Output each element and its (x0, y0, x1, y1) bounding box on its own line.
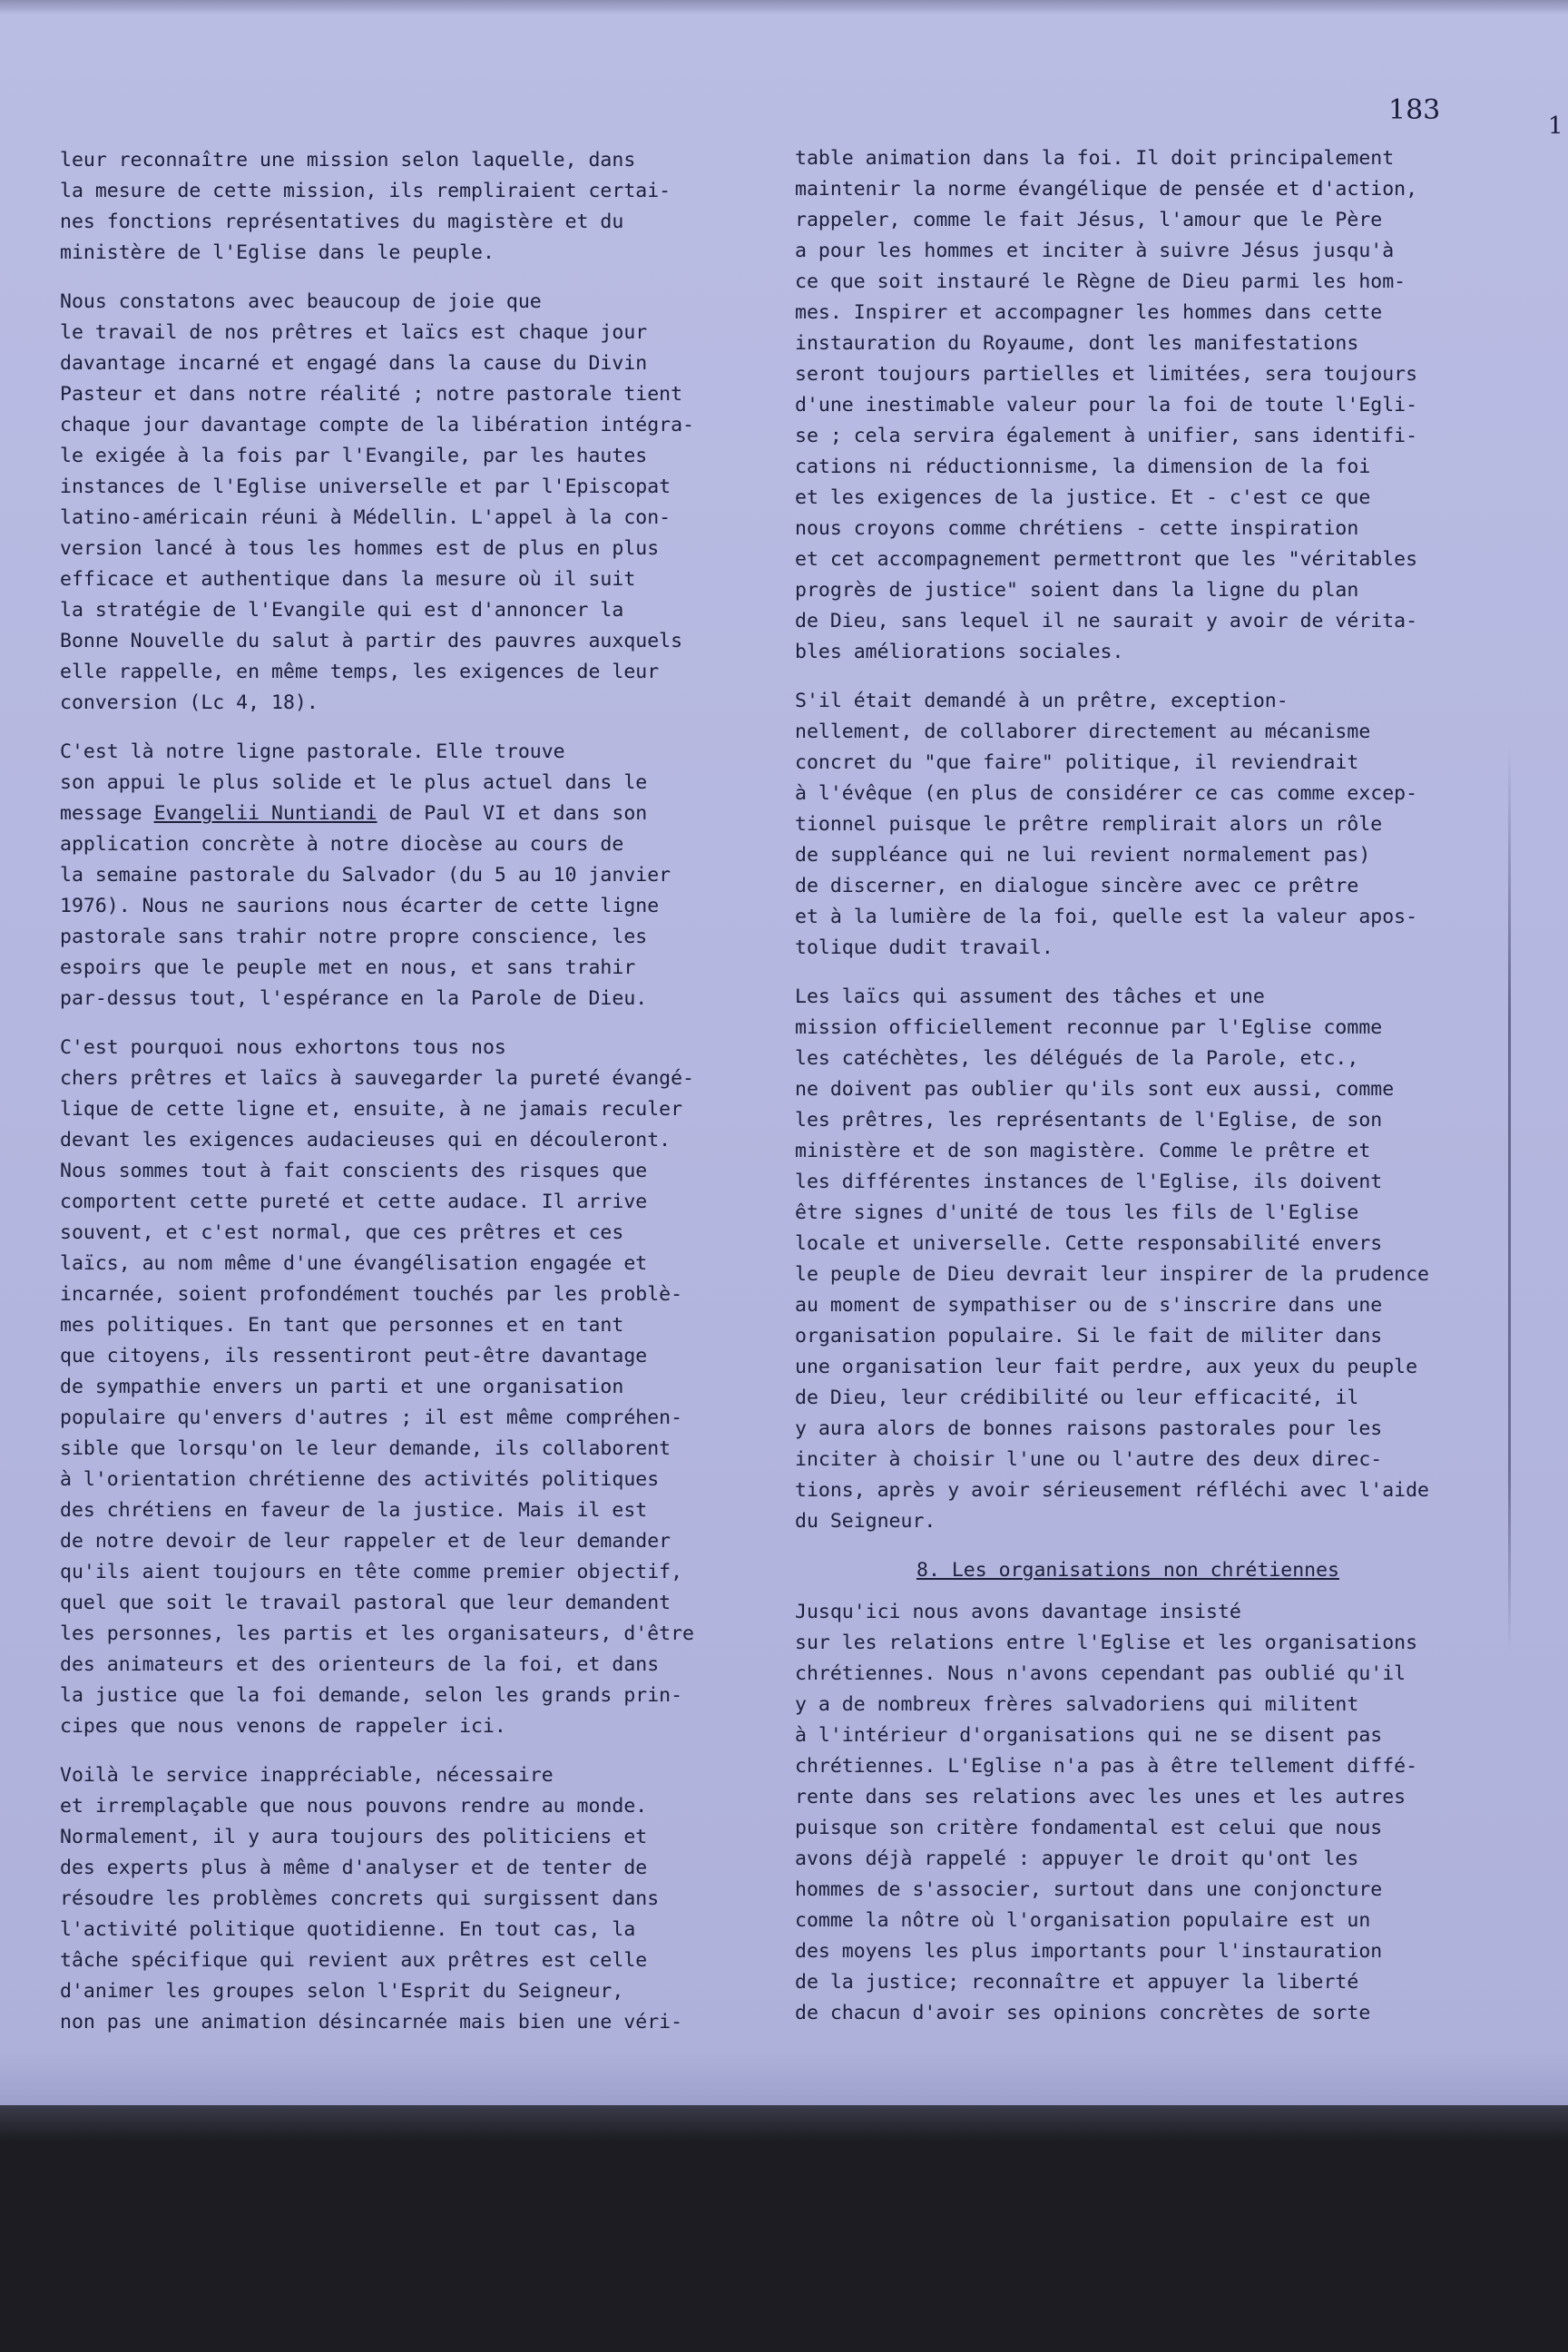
top-shadow (0, 0, 1568, 15)
paragraph: Les laïcs qui assument des tâches et une mission officiellement reconnue par l'Eglise comme les catéchètes, les délégués de la Parole, etc., ne doivent pas oublier qu'ils sont eux aussi, comme les prêtres, les représentants de l'Eglise, de son ministère et de son magistère. Comme le prêtre et les différentes instances de l'Eglise, ils doivent être signes d'unité de tous les fils de l'Eglise locale et universelle. Cette responsabilité envers le peuple de Dieu devrait leur inspirer de la prudence au moment de sympathiser ou de s'inscrire dans une organisation populaire. Si le fait de militer dans une organisation leur fait perdre, aux yeux du peuple de Dieu, leur crédibilité ou leur efficacité, il y aura alors de bonnes raisons pastorales pour les inciter à choisir l'une ou l'autre des deux direc- tions, après y avoir sérieusement réfléchi avec l'aide du Seigneur. (795, 985, 1429, 1533)
paragraph: table animation dans la foi. Il doit principalement maintenir la norme évangélique de pensée et d'action, rappeler, comme le fait Jésus, l'amour que le Père a pour les hommes et inciter à suivre Jésus jusqu'à ce que soit instauré le Règne de Dieu parmi les hom- mes. Inspirer et accompagner les hommes dans cette instauration du Royaume, dont les manifestations seront toujours partielles et limitées, sera toujours d'une inestimable valeur pour la foi de toute l'Egli- se ; cela servira également à unifier, sans identifi- cations ni réductionnisme, la dimension de la foi et les exigences de la justice. Et - c'est ce que nous croyons comme chrétiens - cette inspiration et cet accompagnement permettront que les "véritables progrès de justice" soient dans la ligne du plan de Dieu, sans lequel il ne saurait y avoir de vérita- bles améliorations sociales. (795, 147, 1418, 663)
section-heading: 8. Les organisations non chrétiennes (916, 1559, 1339, 1582)
paragraph: Jusqu'ici nous avons davantage insisté sur les relations entre l'Eglise et les organisations chrétiennes. Nous n'avons cependant pas oublié qu'il y a de nombreux frères salvadoriens qui militent à l'intérieur d'organisations qui ne se disent pas chrétiennes. L'Eglise n'a pas à être tellement diffé- rente dans ses relations avec les unes et les autres puisque son critère fondamental est celui que nous avons déjà rappelé : appuyer le droit qu'ont les hommes de s'associer, surtout dans une conjoncture comme la nôtre où l'organisation populaire est un des moyens les plus importants pour l'instauration de la justice; reconnaître et appuyer la liberté de chacun d'avoir ses opinions concrètes de sorte (795, 1601, 1418, 2024)
left-column (60, 145, 746, 2056)
document-title-underlined: Evangelii Nuntiandi (153, 802, 377, 825)
paragraph-text: de Paul VI et dans son application concrète à notre diocèse au cours de la semaine pastorale du Salvador (du 5 au 10 janvier 1976). Nous ne saurions nous écarter de cette ligne pastorale sans trahir notre propre conscience, les espoirs que le peuple met en nous, et sans trahir par-dessus tout, l'espérance en la Parole de Dieu. (60, 802, 671, 1010)
paragraph: Nous constatons avec beaucoup de joie que le travail de nos prêtres et laïcs est chaque jour davantage incarné et engagé dans la cause du Divin Pasteur et dans notre réalité ; notre pastorale tient chaque jour davantage compte de la libération intégra- le exigée à la fois par l'Evangile, par les hautes instances de l'Eglise universelle et par l'Episcopat latino-américain réuni à Médellin. L'appel à la con- version lancé à tous les hommes est de plus en plus efficace et authentique dans la mesure où il suit la stratégie de l'Evangile qui est d'annoncer la Bonne Nouvelle du salut à partir des pauvres auxquels elle rappelle, en même temps, les exigences de leur conversion (Lc 4, 18). (60, 290, 694, 714)
paragraph: S'il était demandé à un prêtre, exception- nellement, de collaborer directement au mécanisme concret du "que faire" politique, il reviendrait à l'évêque (en plus de considérer ce cas comme excep- tionnel puisque le prêtre remplirait alors un rôle de suppléance qui ne lui revient normalement pas) de discerner, en dialogue sincère avec ce prêtre et à la lumière de la foi, quelle est la valeur apos- tolique dudit travail. (795, 690, 1418, 959)
paragraph-text: C'est là notre ligne pastorale. Elle trouve son appui le plus solide et le plus actuel dans le message (60, 740, 648, 825)
paragraph: leur reconnaître une mission selon laquelle, dans la mesure de cette mission, ils rempliraient certai- nes fonctions représentatives du magistère et du ministère de l'Eglise dans le peuple. (60, 149, 671, 264)
margin-rule (1508, 744, 1511, 1651)
right-column (795, 143, 1459, 2047)
paragraph (60, 737, 746, 1014)
page-bottom-edge (0, 2105, 1568, 2141)
paragraph: Voilà le service inappréciable, nécessaire et irremplaçable que nous pouvons rendre au monde. Normalement, il y aura toujours des politiciens et des experts plus à même d'analyser et de tenter de résoudre les problèmes concrets qui surgissent dans l'activité politique quotidienne. En tout cas, la tâche spécifique qui revient aux prêtres est celle d'animer les groupes selon l'Esprit du Seigneur, non pas une animation désincarnée mais bien une véri- (60, 1764, 683, 2034)
paragraph: C'est pourquoi nous exhortons tous nos chers prêtres et laïcs à sauvegarder la pureté évangé- lique de cette ligne et, ensuite, à ne jamais reculer devant les exigences audacieuses qui en découleront. Nous sommes tout à fait conscients des risques que comportent cette pureté et cette audace. Il arrive souvent, et c'est normal, que ces prêtres et ces laïcs, au nom même d'une évangélisation engagée et incarnée, soient profondément touchés par les problè- mes politiques. En tant que personnes et en tant que citoyens, ils ressentiront peut-être davantage de sympathie envers un parti et une organisation populaire qu'envers d'autres ; il est même compréhen- sible que lorsqu'on le leur demande, ils collaborent à l'orientation chrétienne des activités politiques des chrétiens en faveur de la justice. Mais il est de notre devoir de leur rappeler et de leur demander qu'ils aient toujours en tête comme premier objectif, quel que soit le travail pastoral que leur demandent les personnes, les partis et les organisateurs, d'être des animateurs et des orienteurs de la foi, et dans la justice que la foi demande, selon les grands prin- cipes que nous venons de rappeler ici. (60, 1036, 694, 1738)
page-number: 183 (1388, 94, 1441, 126)
edge-page-mark: 1 (1548, 113, 1563, 140)
